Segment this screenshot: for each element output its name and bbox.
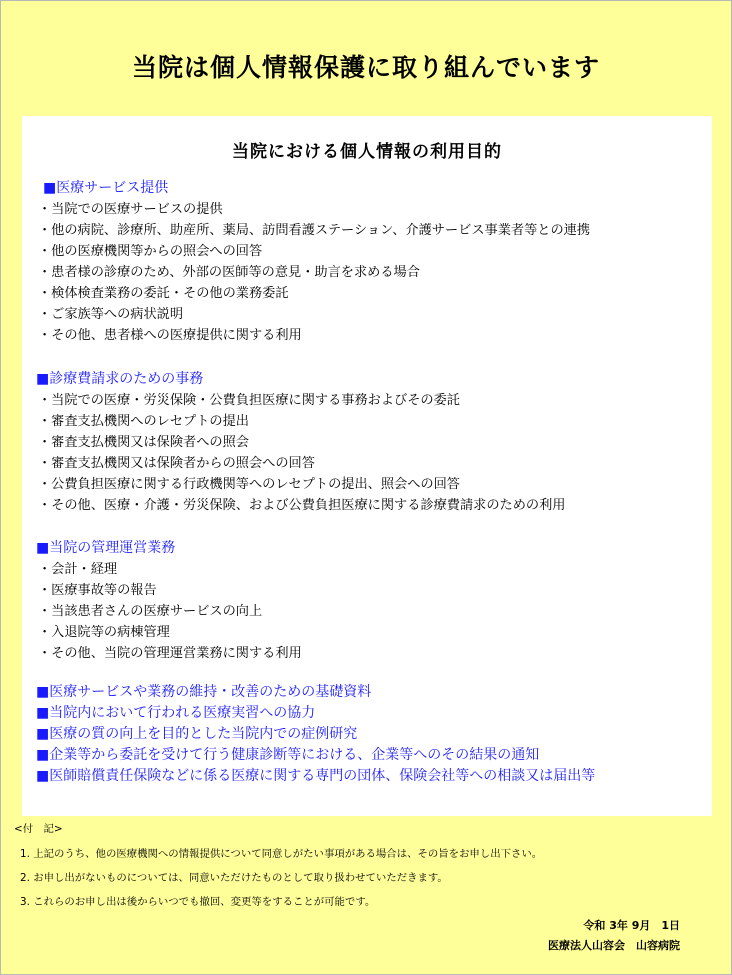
page-title: 当院は個人情報保護に取り組んでいます [131,53,600,82]
list-item: ・審査支払機関又は保険者への照会 [38,435,249,450]
note-line: 2. お申し出がないものについては、同意いただけたものとして取り扱わせていただきます。 [20,872,448,884]
section-heading: ■当院の管理運営業務 [36,540,176,556]
list-item: ・検体検査業務の委託・その他の業務委託 [38,286,289,301]
list-item: ・その他、当院の管理運営業務に関する利用 [38,646,302,661]
list-item: ・他の医療機関等からの照会への回答 [38,244,263,259]
footer [480,916,680,956]
section-heading: ■医療サービス提供 [43,180,169,196]
list-item: ・その他、患者様への医療提供に関する利用 [38,328,302,343]
list-item: ・当該患者さんの医療サービスの向上 [38,604,263,619]
footer-organization: 医療法人山容会 山容病院 [548,939,680,952]
list-item: ・当院での医療・労災保険・公費負担医療に関する事務およびその委託 [38,393,460,408]
section-management [22,538,712,664]
list-item: ・当院での医療サービスの提供 [38,202,223,217]
purpose-line: ■当院内において行われる医療実習への協力 [36,705,316,721]
purpose-line: ■医療サービスや業務の維持・改善のための基礎資料 [36,684,372,700]
purpose-line: ■企業等から委託を受けて行う健康診断等における、企業等へのその結果の通知 [36,747,540,763]
note-line: 1. 上記のうち、他の医療機関への情報提供について同意しがたい事項がある場合は、その旨をお申し出下さい。 [20,848,543,860]
list-item: ・他の病院、診療所、助産所、薬局、訪問看護ステーション、介護サービス事業者等との連携 [38,223,591,238]
list-item: ・会計・経理 [38,562,118,577]
section-medical-service [22,178,712,346]
list-item: ・審査支払機関へのレセプトの提出 [38,414,249,429]
section-heading: ■診療費請求のための事務 [36,371,204,387]
footer-date: 令和 3年 9月 1日 [583,919,680,932]
section-billing [22,369,712,516]
purpose-line: ■医師賠償責任保険などに係る医療に関する専門の団体、保険会社等への相談又は届出等 [36,768,596,784]
card-title: 当院における個人情報の利用目的 [232,142,502,162]
section-other-purposes [22,682,712,787]
list-item: ・公費負担医療に関する行政機関等へのレセプトの提出、照会への回答 [38,477,460,492]
list-item: ・患者様の診療のため、外部の医師等の意見・助言を求める場合 [38,265,420,280]
list-item: ・ご家族等への病状説明 [38,307,184,322]
notes [14,822,714,920]
list-item: ・その他、医療・介護・労災保険、および公費負担医療に関する診療費請求のための利用 [38,498,566,513]
list-item: ・審査支払機関又は保険者からの照会への回答 [38,456,315,471]
purpose-card [22,116,712,816]
list-item: ・入退院等の病棟管理 [38,625,170,640]
notes-heading: <付 記> [14,823,63,835]
purpose-line: ■医療の質の向上を目的とした当院内での症例研究 [36,726,358,742]
note-line: 3. これらのお申し出は後からいつでも撤回、変更等をすることが可能です。 [20,896,376,908]
list-item: ・医療事故等の報告 [38,583,157,598]
